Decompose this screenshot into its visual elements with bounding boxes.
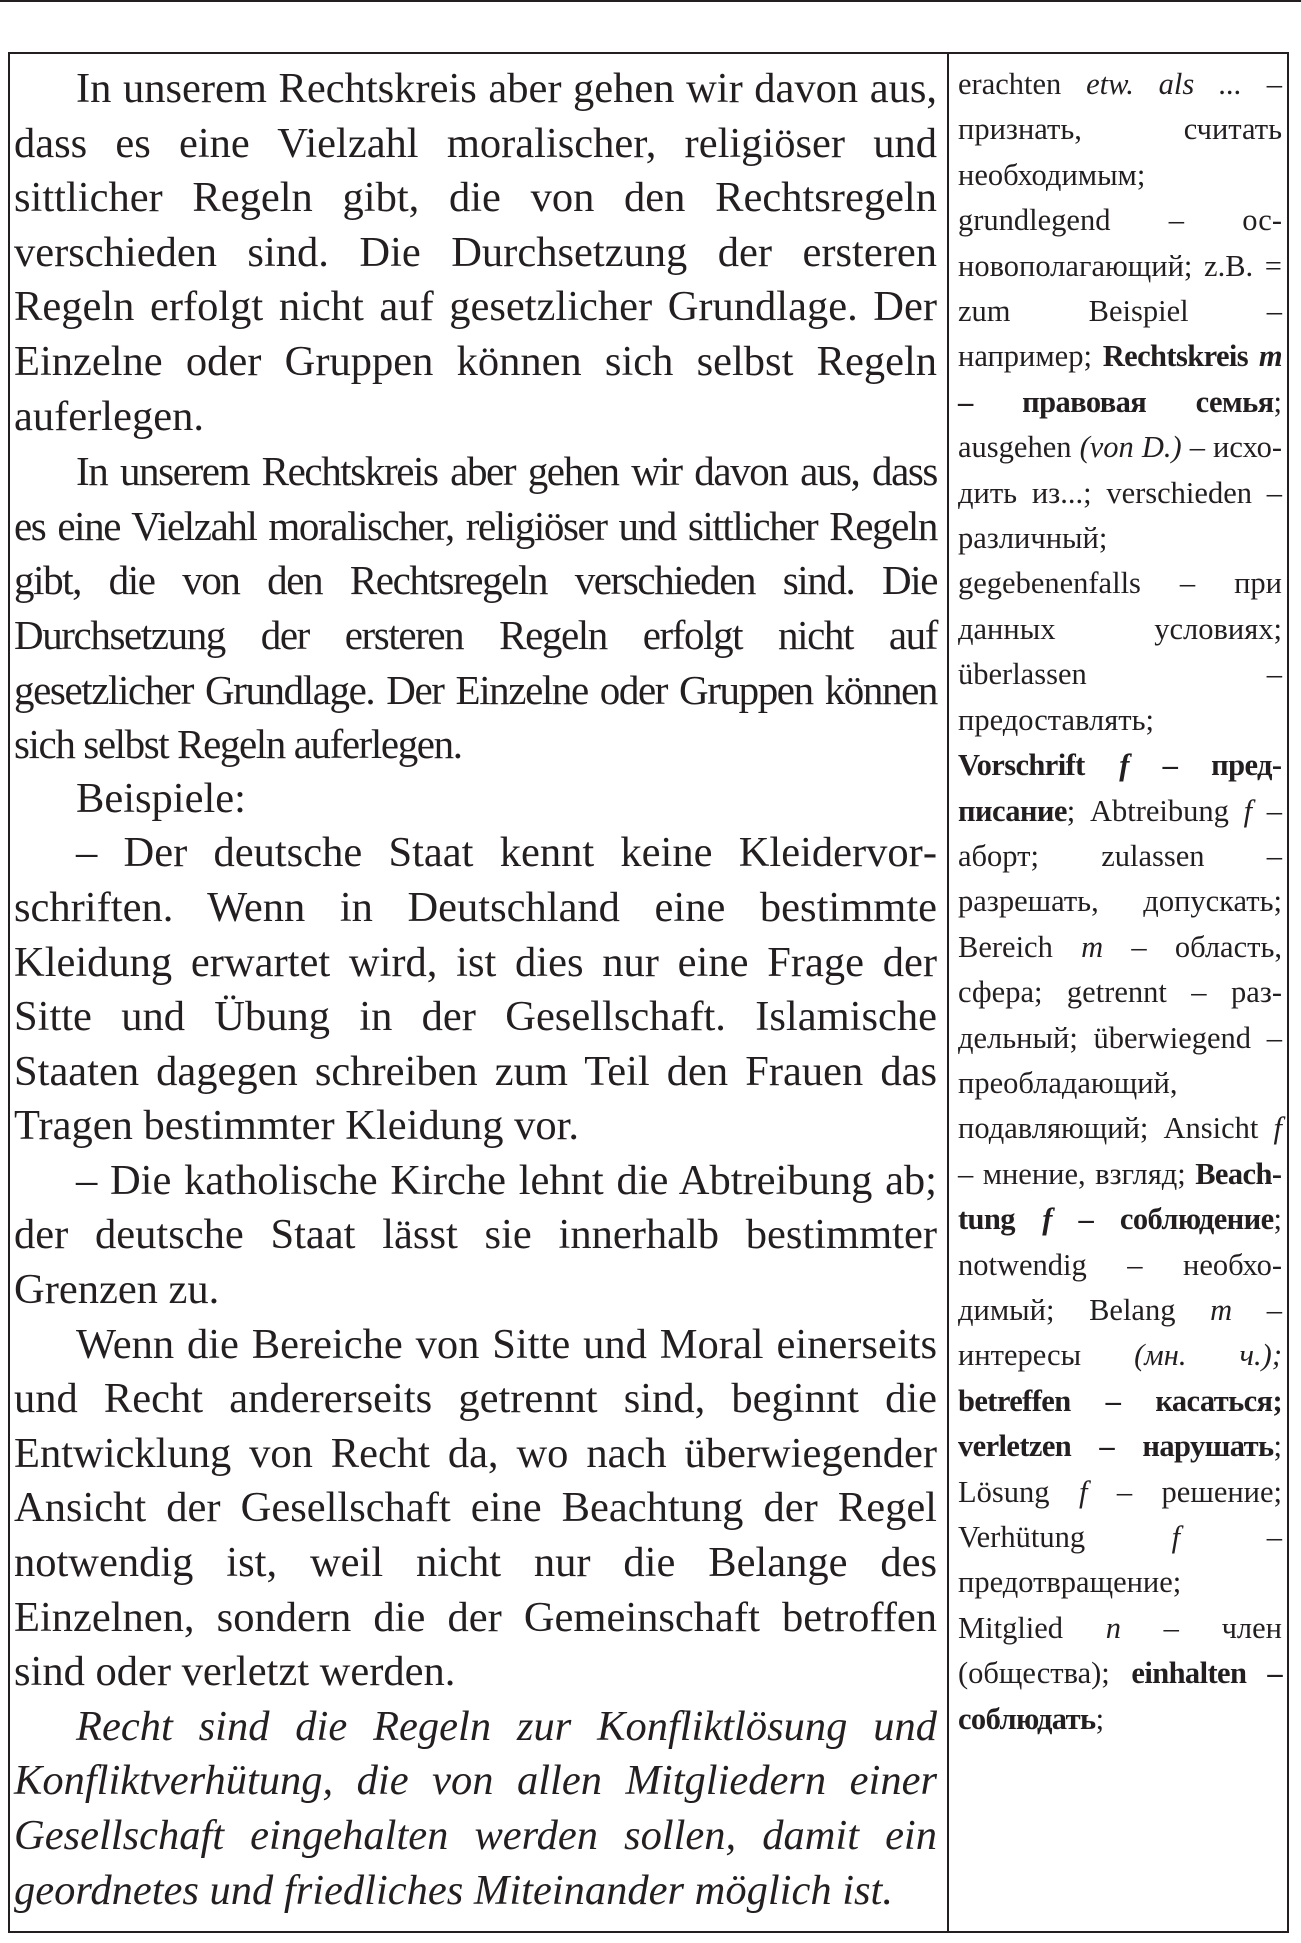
glossary-dash: – [1180,1520,1282,1554]
glossary-dash: – [1252,793,1282,828]
glossary-translation: необходимый; [958,1247,1282,1327]
glossary-word: getrennt [1066,975,1167,1010]
glossary-dash: – [1188,294,1282,329]
glossary-word: gegebenenfalls [958,566,1141,601]
glossary-dash: – [1086,657,1282,692]
glossary-column [958,62,1282,1742]
glossary-translation: предотвращение; [958,1565,1182,1600]
glossary-word: betreffen [958,1383,1071,1418]
glossary-translation: основополагающий; [958,203,1282,283]
glossary-dash: – [958,384,1023,419]
glossary-dash: – [1204,838,1283,873]
glossary-translation: например; [958,339,1092,374]
glossary-word: verschieden [1106,475,1252,510]
glossary-dash: – [1087,1474,1162,1509]
glossary-translation: предоставлять; [958,702,1154,737]
glossary-translation: область, сфера; [958,929,1282,1010]
glossary-dash: – [1241,67,1283,101]
examples-heading: Beispiele: [76,774,246,822]
glossary-entry [958,1520,1282,1599]
glossary-word: verletzen [958,1429,1072,1464]
glossary-entry [958,1429,1274,1463]
glossary-translation: признать, считать необходимым; [958,112,1282,192]
glossary-dash: – [1110,203,1243,238]
example-1: – Der deutsche Staat kennt keine Kleidervorschriften. Wenn in Deutschland eine bestimmte Kleidung erwartet wird, ist dies nur eine Frage der Sitte und Übung in der Gesellschaft. Islamische Staaten dagegen schreiben zum Teil den Frauen das Tragen bestimmter Kleidung vor. [14,829,937,1150]
example-2: – Die katholische Kirche lehnt die Abtreibung ab; der deutsche Staat lässt sie innerhalb bestimmter Grenzen zu. [14,1156,937,1314]
glossary-word: ; ausgehen [958,384,1282,465]
main-text-column [14,62,937,1918]
paragraph-2: In unserem Rechtskreis aber gehen wir davon aus, dass es eine Vielzahl moralischer, religiöser und sittlicher Regeln gibt, die von den Rechtsregeln verschieden sind. Die Durchsetzung der ersteren Regeln erfolgt nicht auf gesetzlicher Grundlage. Der Einzelne oder Gruppen können sich selbst Regeln auferlegen. [14,448,937,768]
glossary-word: Ansicht [1163,1111,1259,1146]
glossary-entry [958,1384,1282,1418]
glossary-translation: член (общества); [958,1610,1282,1691]
glossary-dash: – [958,1156,983,1191]
glossary-translation: при данных условиях; [958,566,1282,646]
glossary-grammar: (von D.) [1079,430,1182,465]
glossary-entry [958,566,1282,645]
glossary-dash: – [1086,1247,1184,1282]
glossary-dash: – [1051,1202,1120,1237]
glossary-translation: преобладающий, подавляющий; [958,1065,1178,1146]
glossary-word: überwiegend [1093,1020,1252,1055]
glossary-grammar: f [1243,793,1253,828]
glossary-entry [1096,1702,1104,1736]
definition: Recht sind die Regeln zur Konfliktlösung und Konfliktverhütung, die von allen Mitgliedern einer Gesellschaft eingehalten werden sollen, damit ein geordnetes und friedliches Miteinander möglich ist. [14,1702,937,1914]
column-divider [947,52,949,1933]
glossary-grammar: f [1273,1111,1283,1146]
glossary-word: Vorschrift [958,748,1085,783]
glossary-word: Belang [1089,1292,1176,1327]
glossary-word: überlassen [958,657,1087,692]
glossary-grammar: n [1105,1610,1121,1645]
glossary-dash: – [1246,1656,1282,1691]
glossary-word: grundlegend [958,203,1111,238]
glossary-dash: – [1166,975,1231,1010]
glossary-word: erachten [958,67,1062,101]
glossary-grammar: etw. als ... [1086,67,1242,101]
glossary-dash: – [1128,748,1212,783]
paragraph-1: In unserem Rechtskreis aber gehen wir davon aus, dass es eine Vielzahl moralischer, religiöser und sittlicher Regeln gibt, die von den Rechtsregeln verschieden sind. Die Durchsetzung der ersteren Regeln erfolgt nicht auf gesetzlicher Grundlage. Der Einzelne oder Gruppen können sich selbst Regeln auferlegen. [14,65,937,440]
glossary-grammar: m [1210,1292,1233,1327]
glossary-translation: предписание [958,748,1283,828]
glossary-word: Bereich [958,929,1053,964]
glossary-translation: нарушать [1142,1429,1274,1464]
glossary-grammar: m [1081,929,1104,964]
paragraph-3: Wenn die Bereiche von Sitte und Moral einerseits und Recht andererseits getrennt sind, beginnt die Entwicklung von Recht da, wo nach überwiegender Ansicht der Gesellschaft eine Beachtung der Regel notwendig ist, weil nicht nur die Belange des Einzelnen, sondern die der Gemeinschaft betroffen sind oder verletzt werden. [14,1320,937,1696]
glossary-word: ; Lösung [958,1429,1282,1509]
glossary-word: einhalten [1131,1656,1247,1691]
glossary-dash: – [1103,929,1175,964]
glossary-entry [958,67,1282,192]
glossary-word: z.B. = zum Beispiel [958,248,1282,329]
glossary-dash: – [1251,1020,1283,1055]
glossary-translation: правовая семья [1022,384,1274,419]
glossary-grammar: f [1042,1202,1052,1237]
glossary-grammar: f [1078,1474,1088,1509]
glossary-translation: аборт; [958,838,1039,873]
glossary-note: (мн. ч.); [1134,1338,1282,1373]
glossary-translation: мнение, взгляд; [982,1156,1186,1191]
glossary-dash: – [1251,475,1282,510]
glossary-grammar: f [1171,1520,1181,1554]
glossary-dash: – [1181,430,1214,465]
glossary-word: ; notwendig [958,1202,1283,1282]
glossary-word: Mitglied [958,1610,1064,1645]
glossary-translation: соблюдение [1119,1202,1274,1237]
glossary-translation: соблюдать [958,1701,1096,1736]
glossary-word: Verhütung [958,1520,1086,1554]
glossary-word: zulassen [1101,838,1205,873]
glossary-dash: – [1232,1292,1282,1327]
glossary-entry [958,657,1282,736]
glossary-dash: – [1120,1610,1222,1645]
glossary-dash: – [1070,1383,1156,1418]
glossary-word: Rechtskreis [1102,339,1249,374]
glossary-word: Beachtung [958,1156,1282,1237]
glossary-word: ; Abtreibung [1066,793,1229,828]
glossary-translation: различный; [958,521,1108,556]
glossary-word: ; [1095,1701,1105,1736]
glossary-translation: разрешать, допускать; [958,884,1282,919]
top-rule [0,0,1301,2]
glossary-dash: – [1071,1429,1143,1464]
glossary-translation: решение; [1161,1474,1283,1509]
glossary-grammar: f [1119,748,1129,783]
glossary-translation: раздельный; [958,975,1282,1055]
glossary-translation: касаться; [1155,1383,1282,1418]
glossary-translation: интересы [958,1338,1082,1373]
glossary-translation: исходить из...; [958,430,1282,510]
glossary-dash: – [1140,566,1235,601]
glossary-grammar: m [1258,339,1282,374]
